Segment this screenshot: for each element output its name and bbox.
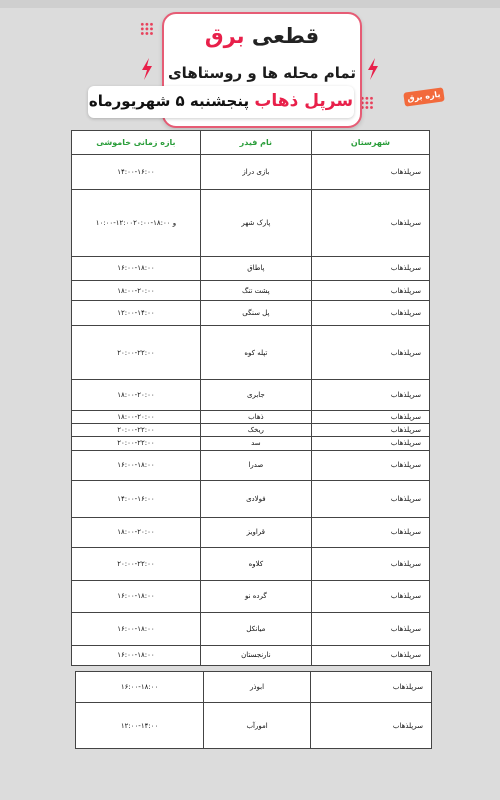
cell-city: سرپلذهاب [311, 280, 429, 300]
title-highlight: برق [204, 24, 245, 48]
cell-feeder: گرده نو [200, 580, 311, 613]
cell-feeder: ریخک [200, 424, 311, 437]
brand-logo: یاره برق [403, 87, 445, 106]
cell-time: ۱۲:۰۰-۱۴:۰۰ [72, 301, 201, 325]
cell-feeder: پارک شهر [200, 189, 311, 256]
cell-city: سرپلذهاب [311, 580, 429, 613]
cell-feeder: تپله کوه [200, 325, 311, 380]
cell-time: ۱۲:۰۰-۱۴:۰۰ [76, 703, 204, 749]
cell-city: سرپلذهاب [311, 450, 429, 480]
cell-feeder: ذهاب [200, 410, 311, 423]
table-row [72, 256, 430, 280]
table-row [76, 672, 432, 703]
cell-city: سرپلذهاب [311, 301, 429, 325]
table-row [72, 580, 430, 613]
cell-time: ۱۴:۰۰-۱۶:۰۰ [72, 481, 201, 518]
cell-time: ۱۶:۰۰-۱۸:۰۰ [72, 580, 201, 613]
schedule-table-continued [75, 671, 432, 748]
cell-city: سرپلذهاب [311, 437, 429, 450]
cell-city: سرپلذهاب [311, 256, 429, 280]
cell-time: ۱۶:۰۰-۱۸:۰۰ [72, 256, 201, 280]
cell-time: ۲۰:۰۰-۲۲:۰۰ [72, 437, 201, 450]
header-subtitle: تمام محله ها و روستاهای [167, 64, 357, 82]
cell-feeder: پشت تنگ [200, 280, 311, 300]
lightning-icon [140, 58, 154, 80]
table-row [72, 325, 430, 380]
cell-time: ۲۰:۰۰-۲۲:۰۰ [72, 548, 201, 581]
dots-decoration [360, 96, 374, 110]
cell-time: ۱۴:۰۰-۱۶:۰۰ [72, 155, 201, 190]
table-row [76, 703, 432, 749]
cell-feeder: کلاوه [200, 548, 311, 581]
cell-city: سرپلذهاب [311, 548, 429, 581]
cell-city: سرپلذهاب [311, 380, 429, 410]
cell-feeder: بازی دراز [200, 155, 311, 190]
cell-time: ۱۰:۰۰-۱۲:۰۰و ۱۸:۰۰-۲۰:۰۰ [72, 189, 201, 256]
cell-time: ۱۸:۰۰-۲۰:۰۰ [72, 280, 201, 300]
date-text: پنجشنبه ۵ شهریورماه [88, 92, 250, 110]
table-row [72, 189, 430, 256]
table-row [72, 424, 430, 437]
table-row [72, 450, 430, 480]
cell-time: ۱۶:۰۰-۱۸:۰۰ [72, 645, 201, 665]
status-bar [0, 0, 500, 8]
date-card [88, 86, 354, 118]
cell-time: ۱۶:۰۰-۱۸:۰۰ [72, 450, 201, 480]
table-row [72, 613, 430, 646]
cell-city: سرپلذهاب [311, 410, 429, 423]
table-row [72, 380, 430, 410]
cell-feeder: صدرا [200, 450, 311, 480]
cell-city: سرپلذهاب [310, 672, 431, 703]
cell-city: سرپلذهاب [311, 517, 429, 547]
header-city: شهرستان [311, 131, 429, 155]
table-row [72, 155, 430, 190]
cell-feeder: نارنجستان [200, 645, 311, 665]
cell-time: ۲۰:۰۰-۲۲:۰۰ [72, 325, 201, 380]
table-row [72, 517, 430, 547]
cell-feeder: جابری [200, 380, 311, 410]
schedule-table [71, 130, 430, 666]
header-time: بازه زمانی خاموشی [72, 131, 201, 155]
header-title [164, 24, 360, 48]
cell-city: سرپلذهاب [311, 613, 429, 646]
table-row [72, 301, 430, 325]
cell-feeder: قراویز [200, 517, 311, 547]
cell-city: سرپلذهاب [311, 155, 429, 190]
cell-city: سرپلذهاب [310, 703, 431, 749]
cell-time: ۱۶:۰۰-۱۸:۰۰ [72, 613, 201, 646]
cell-time: ۱۸:۰۰-۲۰:۰۰ [72, 410, 201, 423]
cell-city: سرپلذهاب [311, 645, 429, 665]
cell-feeder: میانکل [200, 613, 311, 646]
cell-feeder: سد [200, 437, 311, 450]
cell-feeder: فولادی [200, 481, 311, 518]
header-feeder: نام فیدر [200, 131, 311, 155]
cell-time: ۱۸:۰۰-۲۰:۰۰ [72, 517, 201, 547]
cell-city: سرپلذهاب [311, 481, 429, 518]
cell-city: سرپلذهاب [311, 424, 429, 437]
table-row [72, 410, 430, 423]
cell-feeder: امورآب [204, 703, 311, 749]
cell-feeder: پاطاق [200, 256, 311, 280]
lightning-icon [366, 58, 380, 80]
cell-city: سرپلذهاب [311, 189, 429, 256]
date-line [88, 91, 354, 111]
title-prefix: قطعی [251, 24, 320, 48]
table-row [72, 280, 430, 300]
cell-time: ۲۰:۰۰-۲۲:۰۰ [72, 424, 201, 437]
dots-decoration [140, 22, 154, 36]
cell-time: ۱۸:۰۰-۲۰:۰۰ [72, 380, 201, 410]
cell-time: ۱۶:۰۰-۱۸:۰۰ [76, 672, 204, 703]
table-row [72, 481, 430, 518]
place-name: سرپل ذهاب [254, 91, 354, 111]
cell-feeder: پل سنگی [200, 301, 311, 325]
table-row [72, 645, 430, 665]
cell-feeder: ابوذر [204, 672, 311, 703]
cell-city: سرپلذهاب [311, 325, 429, 380]
table-row [72, 437, 430, 450]
table-row [72, 548, 430, 581]
